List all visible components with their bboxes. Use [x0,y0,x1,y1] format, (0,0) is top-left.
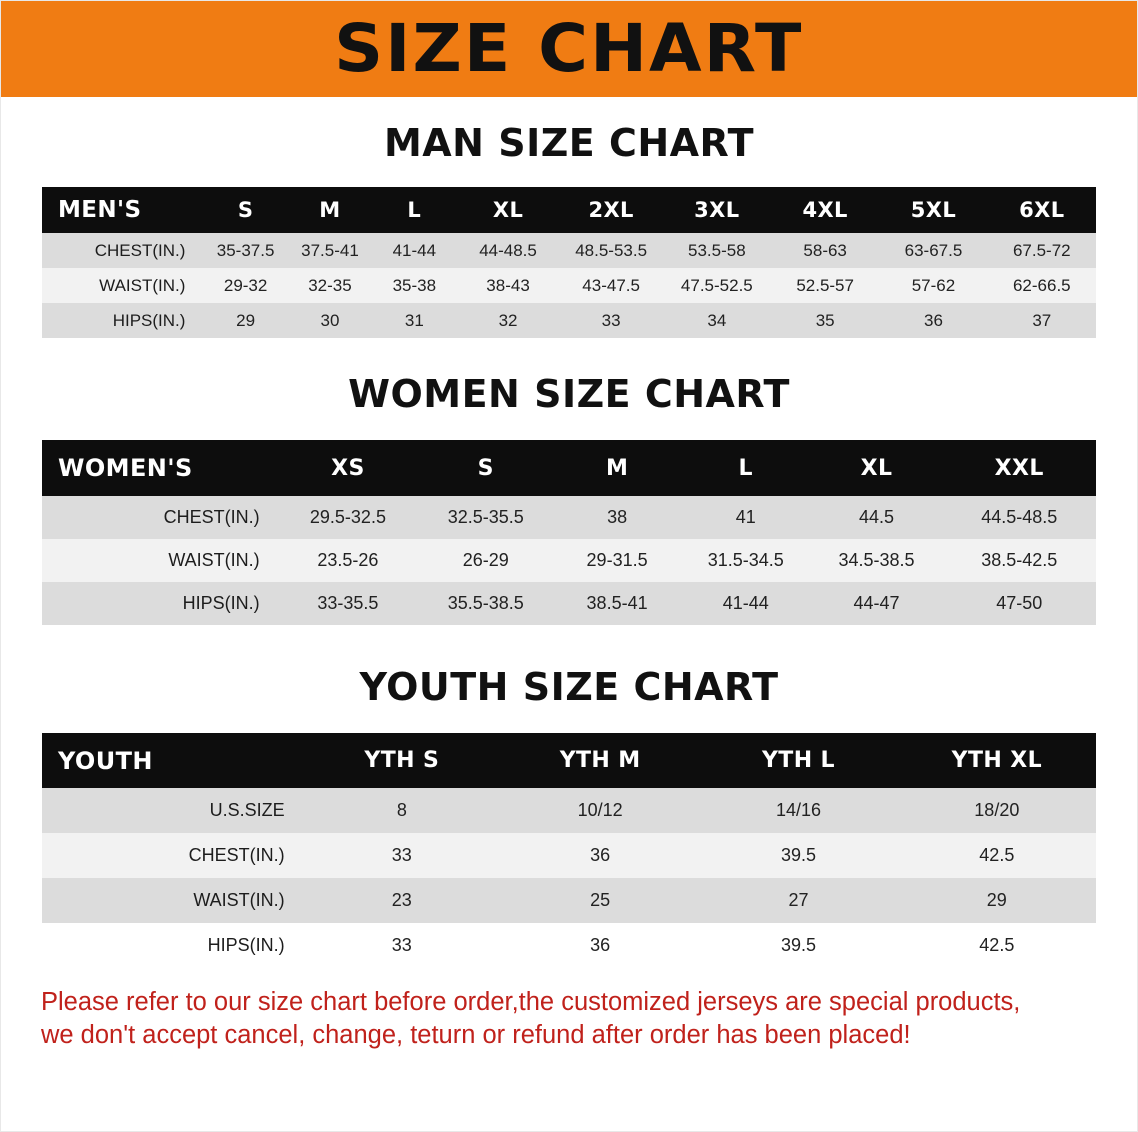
women-cell: 35.5-38.5 [418,582,553,625]
table-row [42,539,1096,582]
man-header-cell: XL [457,187,560,233]
youth-cell: 33 [303,833,501,878]
women-row-label: WAIST(IN.) [42,539,278,582]
women-cell: 34.5-38.5 [811,539,943,582]
women-table-header-row [42,440,1096,496]
man-cell: 30 [288,303,372,338]
youth-cell: 39.5 [699,833,897,878]
man-cell: 32 [457,303,560,338]
table-row [42,268,1096,303]
man-row-label: WAIST(IN.) [42,268,203,303]
women-cell: 23.5-26 [278,539,419,582]
women-cell: 47-50 [942,582,1096,625]
youth-row-label: HIPS(IN.) [42,923,303,968]
man-cell: 57-62 [879,268,987,303]
man-cell: 33 [560,303,663,338]
women-section-title: WOMEN SIZE CHART [348,372,790,416]
man-cell: 41-44 [372,233,456,268]
youth-header-cell: YTH XL [898,733,1096,788]
man-header-cell: L [372,187,456,233]
man-cell: 47.5-52.5 [663,268,771,303]
banner [1,1,1137,97]
women-cell: 31.5-34.5 [681,539,811,582]
table-row [42,303,1096,338]
women-header-cell: M [553,440,681,496]
women-header-cell: L [681,440,811,496]
man-cell: 37 [988,303,1096,338]
man-size-table [42,187,1096,338]
youth-header-cell: YTH S [303,733,501,788]
youth-row-label: WAIST(IN.) [42,878,303,923]
youth-header-cell: YTH L [699,733,897,788]
women-cell: 32.5-35.5 [418,496,553,539]
women-cell: 44-47 [811,582,943,625]
man-header-cell: S [203,187,287,233]
man-row-label: HIPS(IN.) [42,303,203,338]
youth-cell: 18/20 [898,788,1096,833]
table-row [42,788,1096,833]
man-cell: 37.5-41 [288,233,372,268]
youth-cell: 42.5 [898,833,1096,878]
women-cell: 44.5-48.5 [942,496,1096,539]
man-cell: 29 [203,303,287,338]
youth-cell: 14/16 [699,788,897,833]
man-cell: 63-67.5 [879,233,987,268]
women-row-label: CHEST(IN.) [42,496,278,539]
man-row-label: CHEST(IN.) [42,233,203,268]
women-cell: 26-29 [418,539,553,582]
man-cell: 35-37.5 [203,233,287,268]
youth-table-header-row [42,733,1096,788]
youth-cell: 42.5 [898,923,1096,968]
man-cell: 44-48.5 [457,233,560,268]
youth-cell: 36 [501,833,699,878]
women-cell: 38 [553,496,681,539]
women-cell: 29-31.5 [553,539,681,582]
man-cell: 53.5-58 [663,233,771,268]
women-header-cell: XS [278,440,419,496]
table-row [42,233,1096,268]
women-cell: 29.5-32.5 [278,496,419,539]
man-cell: 58-63 [771,233,879,268]
youth-cell: 23 [303,878,501,923]
women-cell: 41 [681,496,811,539]
man-header-cell: 5XL [879,187,987,233]
youth-row-label: CHEST(IN.) [42,833,303,878]
women-header-cell: XL [811,440,943,496]
youth-cell: 29 [898,878,1096,923]
youth-header-cell: YOUTH [42,733,303,788]
man-header-cell: 6XL [988,187,1096,233]
man-cell: 48.5-53.5 [560,233,663,268]
women-row-label: HIPS(IN.) [42,582,278,625]
women-cell: 41-44 [681,582,811,625]
man-cell: 67.5-72 [988,233,1096,268]
women-table-wrap [42,440,1096,625]
man-cell: 36 [879,303,987,338]
youth-row-label: U.S.SIZE [42,788,303,833]
banner-title: SIZE CHART [334,10,804,87]
women-header-cell: WOMEN'S [42,440,278,496]
women-header-cell: S [418,440,553,496]
man-cell: 62-66.5 [988,268,1096,303]
youth-size-table [42,733,1096,968]
youth-section-title: YOUTH SIZE CHART [359,665,779,709]
women-cell: 38.5-42.5 [942,539,1096,582]
man-header-cell: 3XL [663,187,771,233]
youth-header-cell: YTH M [501,733,699,788]
youth-cell: 8 [303,788,501,833]
women-size-table [42,440,1096,625]
women-cell: 44.5 [811,496,943,539]
table-row [42,923,1096,968]
man-header-cell: 4XL [771,187,879,233]
table-row [42,833,1096,878]
youth-cell: 27 [699,878,897,923]
man-header-cell: M [288,187,372,233]
man-table-wrap [42,187,1096,338]
man-cell: 32-35 [288,268,372,303]
women-cell: 38.5-41 [553,582,681,625]
man-cell: 35-38 [372,268,456,303]
youth-cell: 25 [501,878,699,923]
man-table-header-row [42,187,1096,233]
policy-note-line-2: we don't accept cancel, change, teturn or refund after order has been placed! [41,1020,911,1049]
youth-table-wrap [42,733,1096,968]
women-header-cell: XXL [942,440,1096,496]
man-cell: 38-43 [457,268,560,303]
man-header-cell: 2XL [560,187,663,233]
man-section-title: MAN SIZE CHART [383,121,755,165]
man-cell: 43-47.5 [560,268,663,303]
table-row [42,582,1096,625]
youth-cell: 10/12 [501,788,699,833]
youth-cell: 36 [501,923,699,968]
man-cell: 34 [663,303,771,338]
policy-note-line-1: Please refer to our size chart before order,the customized jerseys are special products, [41,988,1021,1016]
youth-cell: 33 [303,923,501,968]
youth-cell: 39.5 [699,923,897,968]
women-cell: 33-35.5 [278,582,419,625]
man-cell: 35 [771,303,879,338]
policy-note [41,986,1097,1051]
table-row [42,496,1096,539]
man-cell: 52.5-57 [771,268,879,303]
man-cell: 31 [372,303,456,338]
man-header-cell: MEN'S [42,187,203,233]
man-cell: 29-32 [203,268,287,303]
table-row [42,878,1096,923]
